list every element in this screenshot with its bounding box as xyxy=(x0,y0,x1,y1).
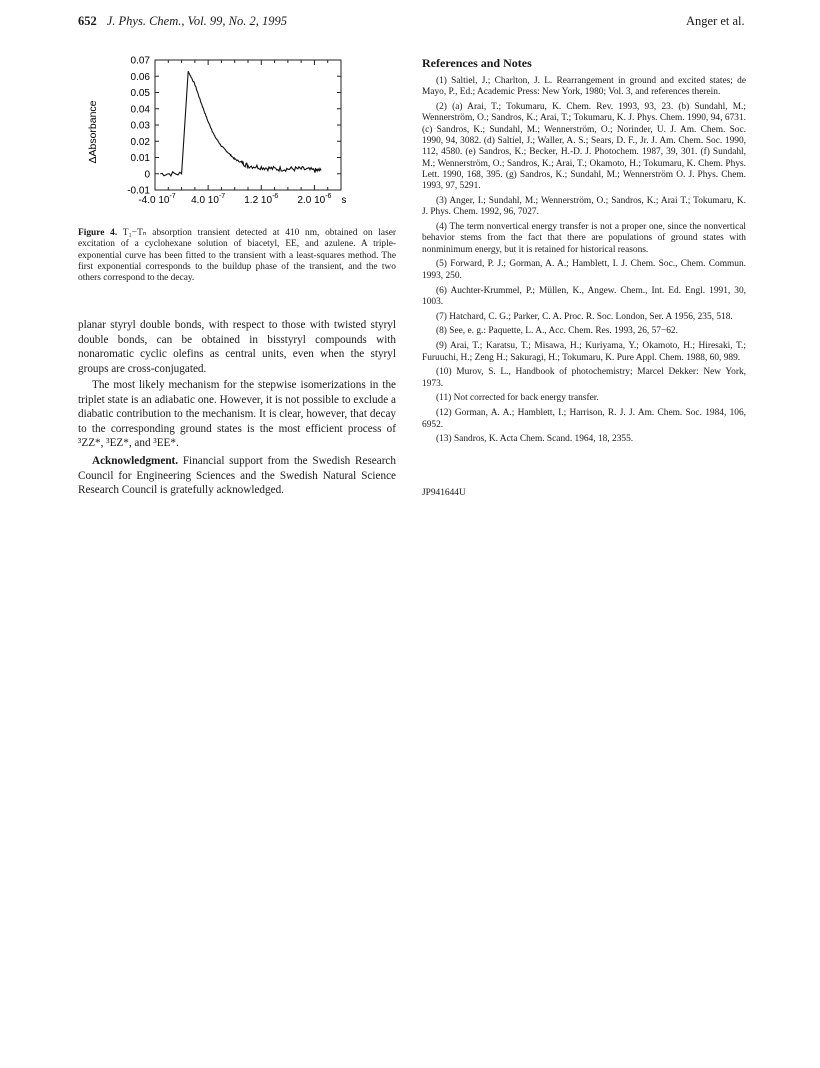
reference-item: (8) See, e. g.: Paquette, L. A., Acc. Chem. Res. 1993, 26, 57−62. xyxy=(436,326,678,337)
acknowledgment-heading: Acknowledgment. xyxy=(92,455,179,467)
y-axis-label: ΔAbsorbance xyxy=(87,100,99,164)
manuscript-code: JP941644U xyxy=(422,488,466,498)
x-tick-label: 4.0 $10^{-7}$ xyxy=(191,193,226,206)
running-header-authors: Anger et al. xyxy=(686,14,745,28)
reference-item: (12) Gorman, A. A.; Hamblett, I.; Harrison, R. J. J. Am. Chem. Soc. 1984, 106, 6952. xyxy=(422,408,746,430)
reference-item: (5) Forward, P. J.; Gorman, A. A.; Hamblett, I. J. Chem. Soc., Chem. Commun. 1993, 250. xyxy=(422,259,746,281)
figure-caption xyxy=(78,228,396,284)
y-tick-label: 0.05 xyxy=(130,88,150,99)
references-title: References and Notes xyxy=(422,56,532,70)
journal-citation: J. Phys. Chem., Vol. 99, No. 2, 1995 xyxy=(106,14,287,28)
y-tick-label: 0.07 xyxy=(130,55,150,67)
references-list xyxy=(422,76,746,449)
caption-text: T₁−Tₙ absorption transient detected at 410 nm, obtained on laser excitation of a cyclohexane solution of biacetyl, EE, and azulene. A triple-exponential curve has been fitted to the transient with a least-squares method. The first exponential corresponds to the buildup phase of the transient, and the two others correspond to the decay. xyxy=(78,228,396,284)
y-tick-label: 0 xyxy=(144,169,150,181)
acknowledgment-text: Financial support from the Swedish Research Council for Engineering Sciences and the Swedish Natural Science Research Council is gratefully acknowledged. xyxy=(78,455,396,497)
reference-item: (9) Arai, T.; Karatsu, T.; Misawa, H.; Kuriyama, Y.; Okamoto, H.; Hiresaki, T.; Furuuchi, H.; Zeng H.; Sakuragi, H.; Tokumaru, K. Pure Appl. Chem. 1988, 60, 989. xyxy=(422,341,746,363)
transient-trace xyxy=(160,71,321,176)
y-tick-label: 0.03 xyxy=(130,120,150,132)
reference-item: (7) Hatchard, C. G.; Parker, C. A. Proc. R. Soc. London, Ser. A 1956, 235, 518. xyxy=(436,311,733,322)
reference-item: (1) Saltiel, J.; Charlton, J. L. Rearrangement in ground and excited states; de Mayo, P., Ed.; Academic Press: New York, 1980; Vol. 3, and references therein. xyxy=(422,76,746,98)
page-number: 652 xyxy=(78,14,97,28)
reference-item: (11) Not corrected for back energy transfer. xyxy=(436,393,599,404)
reference-item: (4) The term nonvertical energy transfer is not a proper one, since the nonvertical behavior stems from the fact that there are populations of ground states with nonminimum energy, but it is retained for historical reasons. xyxy=(422,222,746,255)
absorption-transient-chart xyxy=(78,52,378,222)
y-tick-label: 0.02 xyxy=(130,136,150,148)
y-tick-label: -0.01 xyxy=(127,185,150,197)
figure-label: Figure 4. xyxy=(78,228,118,238)
running-header-left xyxy=(78,14,287,29)
y-tick-label: 0.01 xyxy=(130,153,150,164)
reference-item: (3) Anger, I.; Sundahl, M.; Wennerström, O.; Sandros, K.; Arai T.; Tokumaru, K. J. Phys. Chem. 1992, 96, 7027. xyxy=(422,195,746,218)
reference-item: (2) (a) Arai, T.; Tokumaru, K. Chem. Rev. 1993, 93, 23. (b) Sundahl, M.; Wennerström, O.; Sandros, K.; Arai, T.; Tokumaru, K. J. Phys. Chem. 1990, 94, 6731. (c) Sandros, K.; Sundahl, M.; Wennerström, O.; Norinder, U. J. Am. Chem. Soc. 1990, 94, 3082. (d) Saltiel, J.; Waller, A. S.; Sears, D. F., Jr. J. Am. Chem. Soc. 1990, 112, 4580. (e) Sandros, K.; Becker, H.-D. J. Photochem. 1987, 39, 301. (f) Sundahl, M.; Wennerström, O.; Sandros, K.; Arai, T.; Okamoto, H.; Tokumaru, K. Chem. Phys. Lett. 1990, 168, 395. (g) Sandros, K.; Sundahl, M.; Wennerström O. J. Phys. Chem. 1993, 97, 5291. xyxy=(422,102,746,192)
body-paragraph-2: The most likely mechanism for the stepwise isomerizations in the triplet state is an adiabatic one. However, it is not possible to exclude a diabatic contribution to the mechanism. It is clear, however, that decay to the corresponding ground states is the most efficient process of ³ZZ*, ³EZ*, and ³EE*. xyxy=(78,379,396,450)
acknowledgment xyxy=(78,454,396,498)
x-tick-label: -4.0 $10^{-7}$ xyxy=(138,193,176,206)
body-paragraph-1: planar styryl double bonds, with respect to those with twisted styryl double bonds, can be obtained in bisstyryl compounds with nonaromatic cyclic olefins as central units, even when the styryl groups are cross-conjugated. xyxy=(78,319,396,375)
y-tick-label: 0.04 xyxy=(130,104,150,116)
reference-item: (6) Auchter-Krummel, P.; Müllen, K., Angew. Chem., Int. Ed. Engl. 1991, 30, 1003. xyxy=(422,285,746,307)
reference-item: (13) Sandros, K. Acta Chem. Scand. 1964, 18, 2355. xyxy=(436,434,634,445)
reference-item: (10) Murov, S. L., Handbook of photochemistry; Marcel Dekker: New York, 1973. xyxy=(422,367,746,389)
x-tick-label: 2.0 $10^{-6}$ xyxy=(297,193,332,206)
y-tick-label: 0.06 xyxy=(130,71,150,83)
plot-frame xyxy=(155,60,341,190)
x-tick-label: 1.2 $10^{-6}$ xyxy=(244,193,279,206)
x-unit-label: s xyxy=(341,195,347,206)
